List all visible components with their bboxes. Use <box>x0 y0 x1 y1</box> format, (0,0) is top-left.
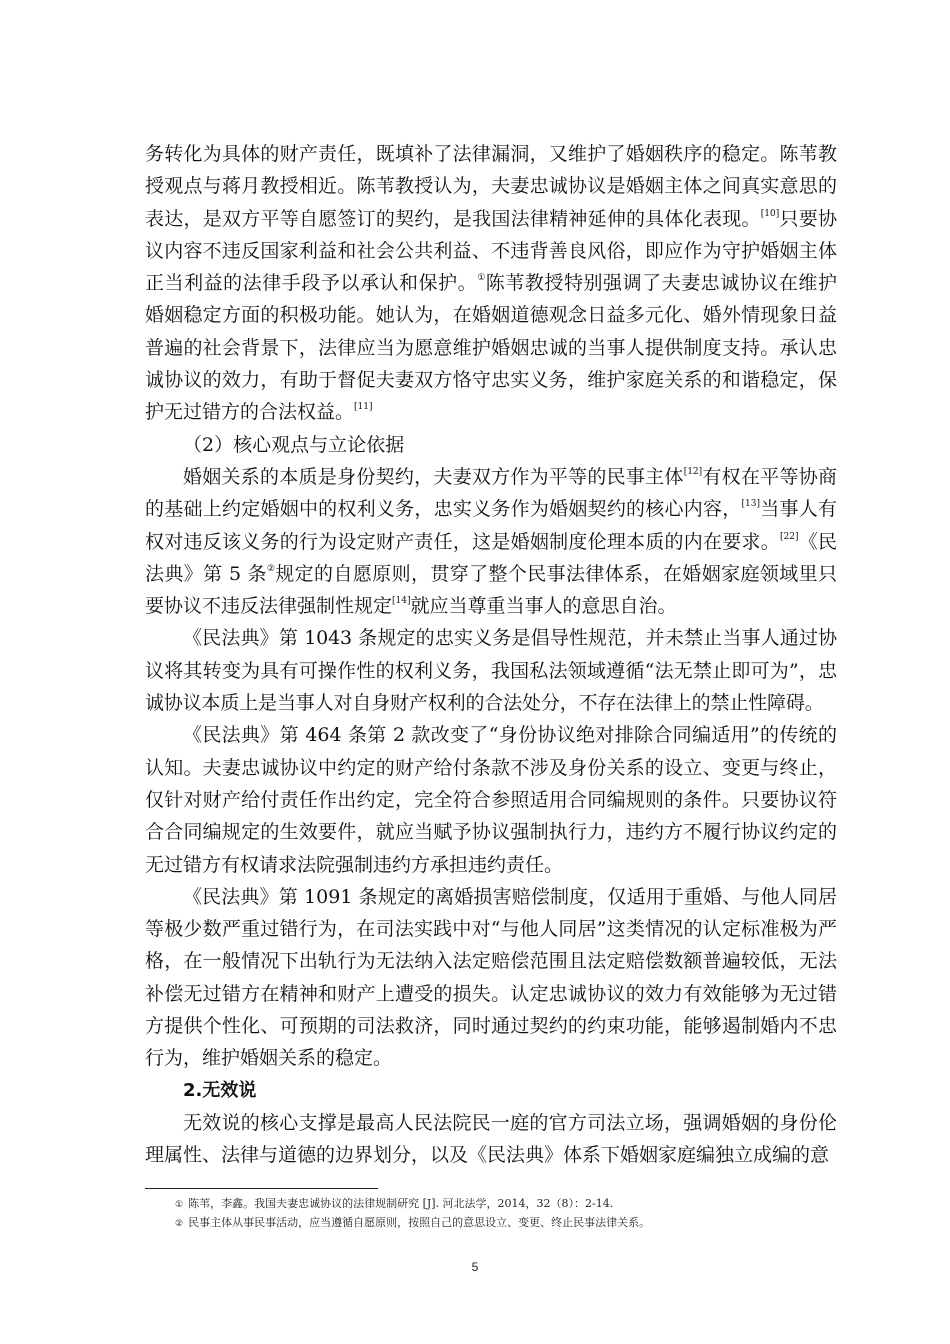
footnote-text: 民事主体从事民事活动，应当遵循自愿原则，按照自己的意思设立、变更、终止民事法律关系。 <box>188 1216 651 1229</box>
paragraph-1 <box>145 138 837 429</box>
footnote-mark: ② <box>175 1219 184 1229</box>
text-run: 当事人有权对违反该义务的行为设定财产责任，这是婚姻制度伦理本质的内在要求。 <box>145 498 837 553</box>
text-run: 就应当尊重当事人的意思自治。 <box>410 595 677 618</box>
paragraph-4: 《民法典》第 464 条第 2 款改变了“身份协议绝对排除合同编适用”的传统的认知。夫妻忠诚协议中约定的财产给付条款不涉及身份关系的设立、变更与终止，仅针对财产给付责任作出约定，完全符合参照适用合同编规则的条件。只要协议符合合同编规定的生效要件，就应当赋予协议强制执行力，违约方不履行协议约定的无过错方有权请求法院强制违约方承担违约责任。 <box>145 724 837 876</box>
text-run: 有权在平等协商的基础上约定婚姻中的权利义务，忠实义务作为婚姻契约的核心内容， <box>145 465 837 521</box>
text-run: 务转化为具体的财产责任，既填补了法律漏洞，又维护了婚姻秩序的稳定。陈苇教授观点与蒋月教授相近。陈苇教授认为，夫妻忠诚协议是婚姻主体之间真实意思的表达，是双方平等自愿签订的契约，是我国法律精神延伸的具体化表现。 <box>145 143 837 230</box>
paragraph-2 <box>145 461 837 622</box>
text-run: 《民法典》第 5 条 <box>145 530 837 585</box>
citation-ref: [14] <box>392 596 411 607</box>
paragraph-6: 无效说的核心支撑是最高人民法院民一庭的官方司法立场，强调婚姻的身份伦理属性、法律与道德的边界划分，以及《民法典》体系下婚姻家庭编独立成编的意 <box>145 1111 837 1167</box>
footnote-2 <box>175 1214 835 1233</box>
footnote-mark: ① <box>175 1200 184 1210</box>
text-run: 只要协议内容不违反国家利益和社会公共利益、不违背善良风俗，即应作为守护婚姻主体正当利益的法律手段予以承认和保护。 <box>145 207 837 295</box>
text-run: 陈苇教授特别强调了夫妻忠诚协议在维护婚姻稳定方面的积极功能。她认为，在婚姻道德观念日益多元化、婚外情现象日益普遍的社会背景下，法律应当为愿意维护婚姻忠诚的当事人提供制度支持。承认忠诚协议的效力，有助于督促夫妻双方恪守忠实义务，维护家庭关系的和谐稳定，保护无过错方的合法权益。 <box>145 272 837 424</box>
footnote-marker: ① <box>477 273 486 284</box>
paragraph-5: 《民法典》第 1091 条规定的离婚损害赔偿制度，仅适用于重婚、与他人同居等极少数严重过错行为，在司法实践中对“与他人同居”这类情况的认定标准极为严格，在一般情况下出轨行为无法纳入法定赔偿范围且法定赔偿数额普遍较低，无法补偿无过错方在精神和财产上遭受的损失。认定忠诚协议的效力有效能够为无过错方提供个性化、可预期的司法救济，同时通过契约的约束功能，能够遏制婚内不忠行为，维护婚姻关系的稳定。 <box>145 885 837 1070</box>
text-run: 规定的自愿原则，贯穿了整个民事法律体系，在婚姻家庭领域里只要协议不违反法律强制性规定 <box>145 562 837 618</box>
text-run: 婚姻关系的本质是身份契约，夫妻双方作为平等的民事主体 <box>183 465 684 488</box>
citation-ref: [22] <box>780 531 799 542</box>
citation-ref: [12] <box>683 466 703 477</box>
body-text <box>145 138 837 1172</box>
page-number: 5 <box>471 1260 479 1274</box>
citation-ref: [13] <box>741 499 761 510</box>
citation-ref: [11] <box>354 402 373 413</box>
footnote-marker: ② <box>266 563 276 574</box>
section-heading: 2.无效说 <box>183 1079 257 1101</box>
citation-ref: [10] <box>760 208 780 219</box>
footnote-separator <box>145 1188 378 1189</box>
footnotes <box>175 1195 835 1233</box>
footnote-text: 陈苇，李鑫。我国夫妻忠诚协议的法律规制研究 [J]. 河北法学，2014，32（8）：2-14. <box>188 1197 614 1210</box>
footnote-1 <box>175 1195 835 1214</box>
subheading: （2）核心观点与立论依据 <box>183 433 405 456</box>
paragraph-3: 《民法典》第 1043 条规定的忠实义务是倡导性规范，并未禁止当事人通过协议将其转变为具有可操作性的权利义务，我国私法领域遵循“法无禁止即可为”，忠诚协议本质上是当事人对自身财产权利的合法处分，不存在法律上的禁止性障碍。 <box>145 627 837 715</box>
